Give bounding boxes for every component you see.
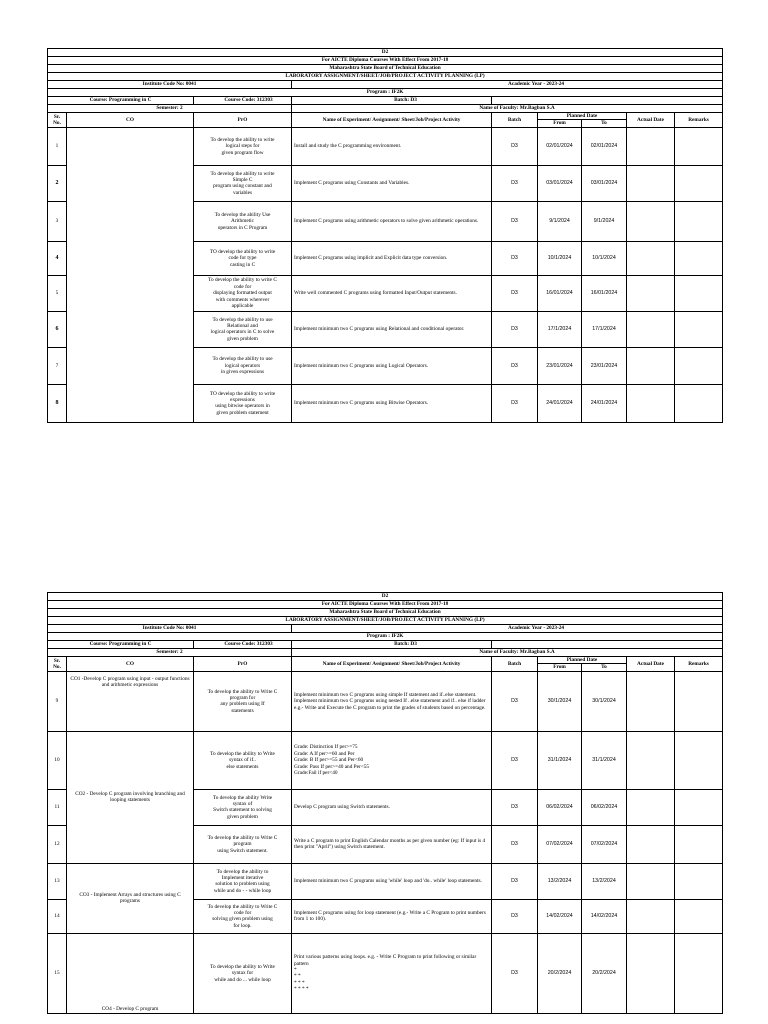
table-row: 4 TO develop the ability to write code for type casting in C Implement C programs using implicit and Explicit data type conversion. D3 10/1/2024 10/1/2024 <box>48 241 723 275</box>
col-batch: Batch <box>492 113 538 128</box>
course: Course: Programming in C <box>48 97 194 105</box>
table-row: 10 CO2 - Develop C program involving branching and looping statements To develop the ability to Write syntax of if.. else statements Grade: Distinction If per>=75 Grade: A If per>=60 and Per Grade: B If per>=55 and Per<60 Grade: Pass If per>=40 and Per<55 Grade:Fail if per<40 D3 31/1/2024 31/1/2024 <box>48 731 723 789</box>
col-from: From <box>538 664 582 671</box>
co1-cell: CO1 -Develop C program using input - output functions and arithmetic expressions <box>67 671 194 731</box>
col-remarks: Remarks <box>675 657 723 672</box>
table-row: 3 To develop the ability Use Arithmetic operators in C Program Implement C programs using arithmetic operators to solve given arithmetic operations. D3 9/1/2024 9/1/2024 <box>48 201 723 241</box>
faculty-name: Name of Faculty: Mr.Bagban S.A <box>292 649 723 657</box>
col-planned: Planned Date <box>538 657 627 664</box>
faculty-name: Name of Faculty: Mr.Bagban S.A <box>292 105 723 113</box>
col-name: Name of Experiment/ Assignment/ Sheet/Job/Project Activity <box>292 113 492 128</box>
co-cell-empty <box>67 127 194 422</box>
doc-code: D2 <box>48 593 723 601</box>
table-row: 14 To develop the ability to Write C code for solving given problem using for loop. Implement C programs using for loop statement (e.g.- Write a C Program to print numbers from 1 to 100). D3 14/02/2024 14/02/2024 <box>48 899 723 933</box>
program: Program : IF2K <box>48 633 723 641</box>
col-name: Name of Experiment/ Assignment/ Sheet/Job/Project Activity <box>292 657 492 672</box>
lp-sheet-1 <box>47 48 722 423</box>
course: Course: Programming in C <box>48 641 194 649</box>
course-code: Course Code: 312303 <box>194 97 292 105</box>
col-pro: PrO <box>194 657 292 672</box>
lp-table-2 <box>47 592 723 1014</box>
table-row: 13 CO3 - Implement Arrays and structures using C programs To develop the ability to Implement iterative solution to problem using while and do - - while loop Implement minimum two C programs using 'while' loop and 'do.. while' loop statements. D3 13/2/2024 13/2/2024 <box>48 863 723 899</box>
table-row: 9 CO1 -Develop C program using input - output functions and arithmetic expressions To develop the ability to Write C program for any problem using If statements Implement minimum two C programs using simple If statement and if..else statement. Implement minimum two C programs using nested If ..else statement and if.. else if ladder e.g.- Write and Execute the C program to print the grades of students based on percentage. D3 30/1/2024 30/1/2024 <box>48 671 723 731</box>
table-row: 1 To develop the ability to write logical steps for given program flow Install and study the C programming environment. D3 02/01/2024 02/01/2024 <box>48 127 723 165</box>
table-row: 12 To develop the ability to Write C program using Switch statement. Write a C program to print English Calendar months as per given number (eg: If input is 4 then print "April") using Switch statement. D3 07/02/2024 07/02/2024 <box>48 825 723 863</box>
co4-cell: CO4 - Develop C program <box>67 933 194 1013</box>
institute-code: Institute Code No: 0041 <box>48 625 292 633</box>
co3-cell: CO3 - Implement Arrays and structures using C programs <box>67 863 194 933</box>
course-code: Course Code: 312303 <box>194 641 292 649</box>
table-row: 2 To develop the ability to write Simple C program using constant and variables Implement C programs using Constants and Variables. D3 03/01/2024 03/01/2024 <box>48 165 723 201</box>
program: Program : IF2K <box>48 89 723 97</box>
table-row: 7 To develop the ability to use logical operators in given expressions Implement minimum two C programs using Logical Operators. D3 23/01/2024 23/01/2024 <box>48 347 723 384</box>
semester: Semester: 2 <box>48 105 292 113</box>
batch-label: Batch: D3 <box>292 97 492 105</box>
col-pro: PrO <box>194 113 292 128</box>
header-line-2: Maharashtra State Board of Technical Education <box>48 609 723 617</box>
header-line-1: For AICTE Diploma Courses With Effect From 2017-18 <box>48 57 723 65</box>
col-to: To <box>582 120 627 127</box>
academic-year: Academic Year - 2023-24 <box>292 625 723 633</box>
col-planned: Planned Date <box>538 113 627 120</box>
table-row: 15 CO4 - Develop C program To develop the ability to Write syntax for while and do ... while loop Print various patterns using loops. e.g. - Write C Program to print following or similar pattern * * * * * * * * * * D3 20/2/2024 20/2/2024 <box>48 933 723 1013</box>
col-actual: Actual Date <box>627 657 675 672</box>
co2-cell: CO2 - Develop C program involving branching and looping statements <box>67 731 194 863</box>
col-sr: Sr. No. <box>48 113 67 128</box>
col-co: CO <box>67 113 194 128</box>
col-co: CO <box>67 657 194 672</box>
header-line-3: LABORATORY ASSIGNMENT/SHEET/JOB/PROJECT ACTIVITY PLANNING (LP) <box>48 617 723 625</box>
academic-year: Academic Year - 2023-24 <box>292 81 723 89</box>
lp-table-1 <box>47 48 723 423</box>
institute-code: Institute Code No: 0041 <box>48 81 292 89</box>
col-to: To <box>582 664 627 671</box>
col-remarks: Remarks <box>675 113 723 128</box>
col-batch: Batch <box>492 657 538 672</box>
col-from: From <box>538 120 582 127</box>
doc-code: D2 <box>48 49 723 57</box>
col-actual: Actual Date <box>627 113 675 128</box>
semester: Semester: 2 <box>48 649 292 657</box>
header-line-2: Maharashtra State Board of Technical Education <box>48 65 723 73</box>
table-row: 8 TO develop the ability to write expressions using bitwise operators in given problem statement Implement minimum two C programs using Bitwise Operators. D3 24/01/2024 24/01/2024 <box>48 384 723 422</box>
table-row: 6 To develop the ability to use Relational and logical operators in C to solve given problem Implement minimum two C programs using Relational and conditional operator. D3 17/1/2024 17/1/2024 <box>48 311 723 347</box>
lp-sheet-2 <box>47 592 722 1014</box>
batch-label: Batch: D3 <box>292 641 492 649</box>
header-line-3: LABORATORY ASSIGNMENT/SHEET/JOB/PROJECT ACTIVITY PLANNING (LP) <box>48 73 723 81</box>
table-row: 5 To develop the ability to write C code for displaying formatted output with comments wherever applicable Write well commented C programs using formatted Input/Output statements. D3 16/01/2024 16/01/2024 <box>48 275 723 311</box>
col-sr: Sr. No. <box>48 657 67 672</box>
table-row: 11 To develop the ability Write syntax of Switch statement to solving given problem Develop C program using Switch statements. D3 06/02/2024 06/02/2024 <box>48 789 723 825</box>
header-line-1: For AICTE Diploma Courses With Effect From 2017-18 <box>48 601 723 609</box>
